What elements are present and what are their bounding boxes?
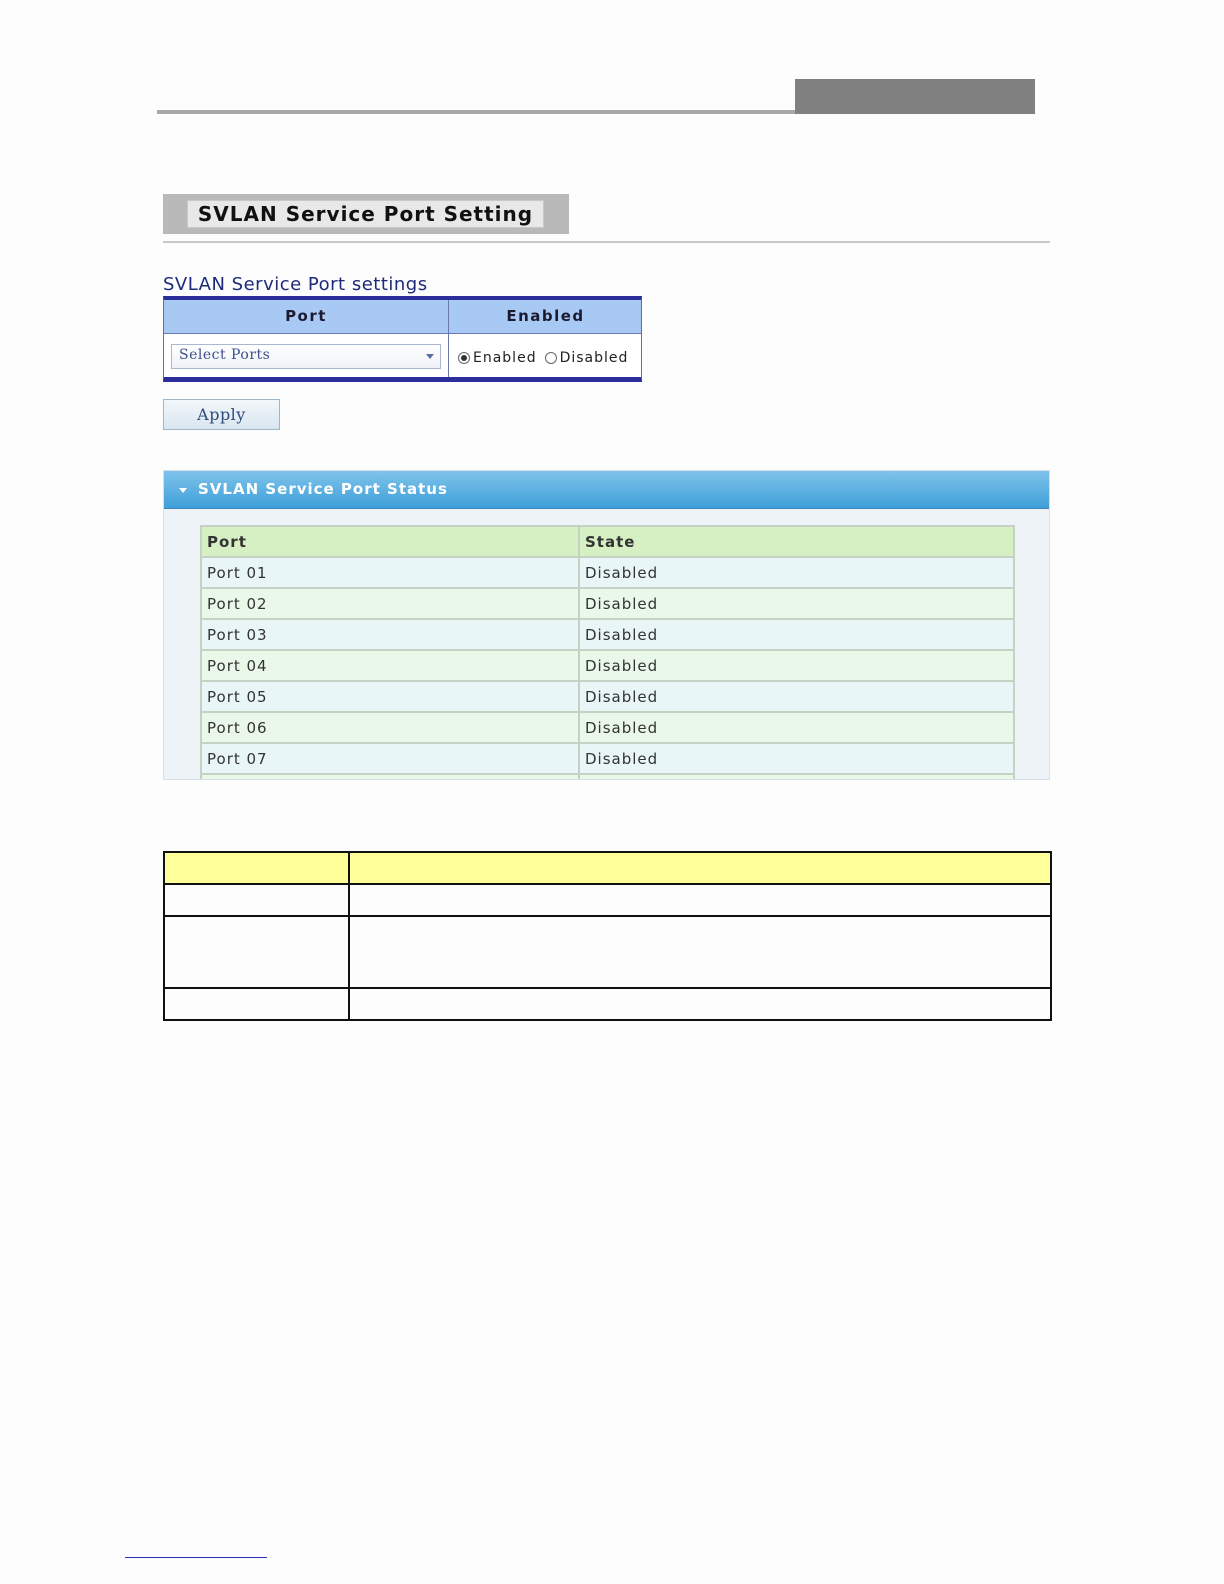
row-state: Disabled [579, 557, 1014, 588]
row-state: Disabled [579, 743, 1014, 774]
table-row [201, 588, 1014, 619]
row-state: Disabled [579, 712, 1014, 743]
radio-enabled-label[interactable]: Enabled [473, 350, 537, 366]
row-port: Port 07 [201, 743, 579, 774]
footer-link-underline[interactable] [125, 1557, 267, 1558]
row-port: Port 03 [201, 619, 579, 650]
description-cell [349, 916, 1051, 988]
parameter-table [163, 851, 1052, 1021]
parameter-row [164, 884, 1051, 916]
status-panel-header[interactable] [164, 471, 1049, 509]
settings-col-enabled: Enabled [448, 300, 642, 333]
status-col-port: Port [201, 526, 579, 557]
radio-disabled-label[interactable]: Disabled [559, 350, 629, 366]
radio-enabled[interactable] [458, 352, 470, 364]
collapse-arrow-icon[interactable] [179, 488, 187, 493]
table-row [201, 557, 1014, 588]
table-row [201, 619, 1014, 650]
page-title: SVLAN Service Port Setting [187, 200, 544, 228]
parameter-cell [164, 916, 349, 988]
row-port: Port 02 [201, 588, 579, 619]
settings-column-divider [448, 333, 449, 377]
status-table-header-row [201, 526, 1014, 557]
row-state: Disabled [579, 681, 1014, 712]
parameter-table-header [164, 852, 1051, 884]
row-port: Port 06 [201, 712, 579, 743]
page-title-box [163, 194, 569, 234]
table-row [201, 712, 1014, 743]
status-col-state: State [579, 526, 1014, 557]
settings-table-header [164, 300, 641, 334]
chevron-down-icon [426, 354, 434, 359]
parameter-cell [164, 884, 349, 916]
parameter-row [164, 988, 1051, 1020]
row-state: Disabled [579, 619, 1014, 650]
parameter-cell [164, 988, 349, 1020]
header-rule [157, 110, 797, 114]
status-panel [163, 470, 1050, 780]
description-cell [349, 884, 1051, 916]
status-table [200, 525, 1015, 780]
settings-section-label: SVLAN Service Port settings [163, 274, 428, 295]
row-port [201, 774, 579, 780]
header-block [795, 79, 1035, 114]
enabled-radio-group [458, 350, 636, 366]
table-row [201, 743, 1014, 774]
table-row [201, 681, 1014, 712]
row-state: Disabled [579, 588, 1014, 619]
title-divider [163, 241, 1050, 243]
table-row [201, 650, 1014, 681]
row-port: Port 05 [201, 681, 579, 712]
port-select[interactable] [171, 344, 441, 369]
table-row [201, 774, 1014, 780]
settings-table [163, 296, 642, 382]
row-port: Port 04 [201, 650, 579, 681]
description-header-cell [349, 852, 1051, 884]
description-cell [349, 988, 1051, 1020]
apply-button[interactable]: Apply [163, 399, 280, 430]
row-state [579, 774, 1014, 780]
status-panel-title: SVLAN Service Port Status [198, 480, 448, 498]
row-port: Port 01 [201, 557, 579, 588]
settings-col-port: Port [285, 307, 327, 325]
parameter-header-cell [164, 852, 349, 884]
row-state: Disabled [579, 650, 1014, 681]
radio-disabled[interactable] [545, 352, 557, 364]
port-select-value: Select Ports [179, 347, 271, 363]
parameter-row [164, 916, 1051, 988]
